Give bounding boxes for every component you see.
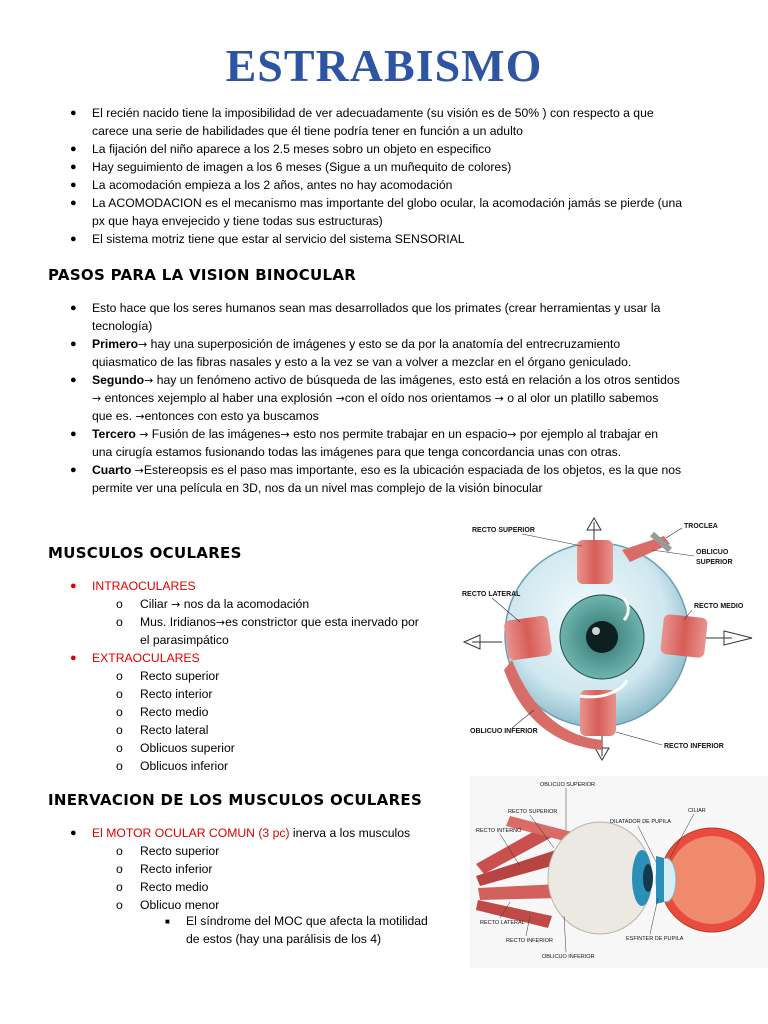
pasos-intro-line-2: tecnología) bbox=[92, 319, 153, 333]
extra-item: Oblicuos superior bbox=[140, 741, 235, 755]
arrow-icon: → bbox=[507, 428, 517, 441]
iridianos-text: es constrictor que esta inervado por bbox=[225, 615, 419, 629]
fig2-label-recto-inferior: RECTO INFERIOR bbox=[506, 938, 553, 944]
motor-ocular-item bbox=[92, 824, 410, 842]
arrow-icon: → bbox=[215, 616, 226, 629]
inervacion-item: Oblicuo menor bbox=[140, 898, 220, 912]
iridianos-item bbox=[140, 613, 419, 632]
fig2-label-recto-superior: RECTO SUPERIOR bbox=[508, 809, 558, 815]
bullet-icon: ● bbox=[70, 428, 77, 440]
inervacion-item: Recto inferior bbox=[140, 862, 213, 876]
extra-item: Recto medio bbox=[140, 705, 209, 719]
bullet-icon: ● bbox=[70, 161, 77, 173]
fig2-label-recto-lateral: RECTO LATERAL bbox=[480, 920, 525, 926]
paso-segundo-label: Segundo bbox=[92, 373, 145, 387]
bullet-icon: ● bbox=[70, 302, 77, 314]
paso-segundo-line-2 bbox=[92, 389, 658, 408]
paso-segundo-text: hay un fenómeno activo de búsqueda de las imágenes, esto está en relación a los otros sentidos bbox=[153, 373, 680, 387]
bullet-icon: ● bbox=[70, 143, 77, 155]
arrow-icon: → bbox=[138, 338, 148, 351]
fig2-label-recto-interno: RECTO INTERNO bbox=[476, 828, 522, 834]
inervacion-item: Recto superior bbox=[140, 844, 220, 858]
fig1-label-oblicuo-superior-1: OBLICUO bbox=[696, 549, 729, 556]
sub-bullet-icon: o bbox=[116, 844, 123, 858]
intro-item-1-line-2: carece una serie de habilidades que él tiene podría tener en función a un adulto bbox=[92, 124, 523, 138]
sindrome-line-2: de estos (hay una parálisis de los 4) bbox=[186, 932, 382, 946]
intro-item-3: Hay seguimiento de imagen a los 6 meses (Sigue a un muñequito de colores) bbox=[92, 160, 512, 174]
bullet-icon: ● bbox=[70, 374, 77, 386]
intro-item-4: La acomodación empieza a los 2 años, antes no hay acomodación bbox=[92, 178, 453, 192]
motor-ocular-text: inerva a los musculos bbox=[289, 826, 411, 840]
extra-item: Recto superior bbox=[140, 669, 220, 683]
intro-item-6: El sistema motriz tiene que estar al servicio del sistema SENSORIAL bbox=[92, 232, 465, 246]
fig1-label-recto-inferior: RECTO INFERIOR bbox=[664, 743, 724, 750]
intro-item-2: La fijación del niño aparece a los 2.5 meses sobro un objeto en especifico bbox=[92, 142, 492, 156]
iridianos-label: Mus. Iridianos bbox=[140, 615, 216, 629]
paso-tercero-line-1 bbox=[92, 425, 658, 444]
bullet-icon: ● bbox=[70, 107, 77, 119]
sub-bullet-icon: o bbox=[116, 669, 123, 683]
bullet-icon: ● bbox=[70, 580, 77, 592]
inervacion-item: Recto medio bbox=[140, 880, 209, 894]
bullet-icon: ● bbox=[70, 827, 77, 839]
arrow-icon: → bbox=[144, 374, 154, 387]
paso-primero-line-2: quiasmatico de las fibras nasales y esto a la vez se van a volver a mezclar en el órgano geniculado. bbox=[92, 355, 632, 369]
arrow-icon: → bbox=[92, 392, 102, 405]
fig1-label-recto-superior: RECTO SUPERIOR bbox=[472, 527, 535, 534]
fig2-label-esfinter: ESFINTER DE PUPILA bbox=[626, 936, 684, 942]
fig1-label-oblicuo-inferior: OBLICUO INFERIOR bbox=[470, 728, 538, 735]
arrow-icon: → bbox=[134, 464, 144, 477]
sub-bullet-icon: o bbox=[116, 862, 123, 876]
arrow-icon: → bbox=[171, 598, 181, 611]
sindrome-line-1: El síndrome del MOC que afecta la motilidad bbox=[186, 914, 428, 928]
fig1-label-recto-lateral: RECTO LATERAL bbox=[462, 591, 521, 598]
recto-superior-muscle bbox=[577, 540, 613, 584]
document-title: ESTRABISMO bbox=[225, 40, 543, 91]
bullet-icon: ● bbox=[70, 338, 77, 350]
bullet-icon: ● bbox=[70, 197, 77, 209]
pupil-shape bbox=[586, 621, 618, 653]
fig2-label-oblicuo-inferior: OBLICUO INFERIOR bbox=[542, 954, 595, 960]
paso-segundo-text-3a: que es. bbox=[92, 409, 136, 423]
sub-bullet-icon: o bbox=[116, 705, 123, 719]
paso-tercero-text-1b: esto nos permite trabajar en un espacio bbox=[289, 427, 508, 441]
sub-bullet-icon: o bbox=[116, 741, 123, 755]
fig2-label-oblicuo-superior: OBLICUO SUPERIOR bbox=[540, 782, 596, 788]
sub-bullet-icon: o bbox=[116, 723, 123, 737]
extra-item: Recto interior bbox=[140, 687, 213, 701]
sub-bullet-icon: o bbox=[116, 880, 123, 894]
section-heading-musculos: MUSCULOS OCULARES bbox=[48, 544, 242, 562]
intro-item-1-line-1: El recién nacido tiene la imposibilidad de ver adecuadamente (su visión es de 50% ) con respecto a que bbox=[92, 106, 654, 120]
bullet-icon: ● bbox=[70, 652, 77, 664]
sub-bullet-icon: o bbox=[116, 615, 123, 629]
section-heading-pasos: PASOS PARA LA VISION BINOCULAR bbox=[48, 266, 357, 284]
paso-primero-line-1 bbox=[92, 335, 620, 354]
fig1-label-troclea: TROCLEA bbox=[684, 523, 718, 530]
paso-cuarto-text: Estereopsis es el paso mas importante, eso es la ubicación espaciada de los objetos, es la que nos bbox=[143, 463, 682, 477]
arrow-icon: → bbox=[135, 410, 145, 423]
sub-bullet-icon: o bbox=[116, 597, 123, 611]
paso-tercero-text-1c: por ejemplo al trabajar en bbox=[516, 427, 659, 441]
fig1-label-recto-medio: RECTO MEDIO bbox=[694, 603, 744, 610]
bullet-icon: ● bbox=[70, 179, 77, 191]
paso-segundo-text-3b: entonces con esto ya buscamos bbox=[144, 409, 319, 423]
iridianos-item-line-2: el parasimpático bbox=[140, 633, 229, 647]
intraoculares-heading: INTRAOCULARES bbox=[92, 579, 196, 593]
motor-ocular-label: El MOTOR OCULAR COMUN (3 pc) bbox=[92, 826, 290, 840]
recto-medio-muscle bbox=[660, 614, 708, 658]
square-bullet-icon: ■ bbox=[165, 917, 170, 926]
extra-item: Oblicuos inferior bbox=[140, 759, 229, 773]
fig2-label-dilatador: DILATADOR DE PUPILA bbox=[610, 819, 671, 825]
paso-primero-label: Primero bbox=[92, 337, 139, 351]
eye-muscles-figure bbox=[452, 510, 762, 762]
paso-cuarto-label: Cuarto bbox=[92, 463, 132, 477]
ciliar-text: nos da la acomodación bbox=[180, 597, 310, 611]
paso-tercero-label: Tercero bbox=[92, 427, 136, 441]
pasos-intro-line-1: Esto hace que los seres humanos sean mas desarrollados que los primates (crear herramientas y usar la bbox=[92, 301, 661, 315]
arrow-icon: → bbox=[280, 428, 290, 441]
paso-segundo-text-2b: con el oído nos orientamos bbox=[344, 391, 495, 405]
extra-item: Recto lateral bbox=[140, 723, 209, 737]
arrow-icon: → bbox=[335, 392, 345, 405]
extraoculares-heading: EXTRAOCULARES bbox=[92, 651, 200, 665]
eye-anatomy-figure bbox=[470, 776, 768, 968]
bullet-icon: ● bbox=[70, 464, 77, 476]
paso-segundo-text-2a: entonces xejemplo al haber una explosión bbox=[101, 391, 336, 405]
fig1-label-oblicuo-superior-2: SUPERIOR bbox=[696, 559, 733, 566]
paso-segundo-text-2c: o al olor un platillo sabemos bbox=[503, 391, 659, 405]
intro-item-5-line-1: La ACOMODACION es el mecanismo mas importante del globo ocular, la acomodación jamás se pierde (una bbox=[92, 196, 683, 210]
fig2-label-ciliar: CILIAR bbox=[688, 808, 706, 814]
paso-tercero-line-2: una cirugía estamos fusionando todas las imágenes para que tenga concordancia unas con otras. bbox=[92, 445, 622, 459]
paso-segundo-line-3 bbox=[92, 407, 319, 426]
arrow-icon: → bbox=[494, 392, 504, 405]
ciliar-item bbox=[140, 595, 309, 614]
recto-lateral-muscle bbox=[503, 615, 552, 661]
bullet-icon: ● bbox=[70, 233, 77, 245]
paso-tercero-text-1a: Fusión de las imágenes bbox=[148, 427, 281, 441]
paso-cuarto-line-2: permite ver una película en 3D, nos da un nivel mas complejo de la visión binocular bbox=[92, 481, 543, 495]
paso-cuarto-line-1 bbox=[92, 461, 681, 480]
intro-item-5-line-2: px que haya envejecido y tiene todas sus estructuras) bbox=[92, 214, 383, 228]
sub-bullet-icon: o bbox=[116, 759, 123, 773]
paso-segundo-line-1 bbox=[92, 371, 680, 390]
paso-primero-text: hay una superposición de imágenes y esto se da por la anatomía del entrecruzamiento bbox=[147, 337, 621, 351]
sub-bullet-icon: o bbox=[116, 687, 123, 701]
ciliar-label: Ciliar bbox=[140, 597, 172, 611]
arrow-icon: → bbox=[139, 428, 149, 441]
section-heading-inervacion: INERVACION DE LOS MUSCULOS OCULARES bbox=[48, 791, 423, 809]
sub-bullet-icon: o bbox=[116, 898, 123, 912]
